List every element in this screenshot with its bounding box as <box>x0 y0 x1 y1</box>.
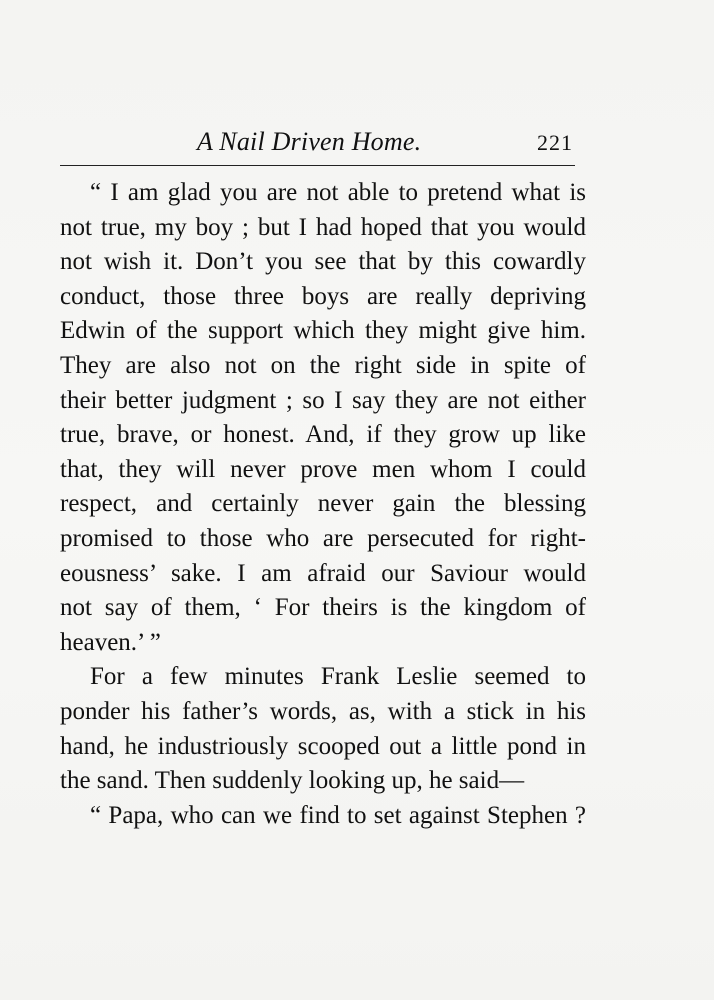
page-number: 221 <box>537 130 573 155</box>
body-text <box>60 176 586 833</box>
text-line: ponder his father’s words, as, with a stick in his <box>60 697 586 725</box>
text-line: conduct, those three boys are really depriving <box>60 282 586 310</box>
text-line: “ I am glad you are not able to pretend what is <box>90 179 586 206</box>
text-line: Edwin of the support which they might give him. <box>60 317 586 345</box>
text-line: not true, my boy ; but I had hoped that you would <box>60 213 586 241</box>
text-line: true, brave, or honest. And, if they grow up like <box>60 421 586 449</box>
text-line: not say of them, ‘ For theirs is the kingdom of <box>60 594 586 622</box>
text-line: For a few minutes Frank Leslie seemed to <box>90 663 586 691</box>
text-line: They are also not on the right side in spite of <box>60 351 586 379</box>
header-rule <box>60 165 575 166</box>
text-line: their better judgment ; so I say they are not either <box>60 386 586 414</box>
text-line: “ Papa, who can we find to set against Stephen ? <box>90 801 586 829</box>
text-line: respect, and certainly never gain the blessing <box>60 490 586 518</box>
text-line: heaven.’ ” <box>60 628 161 656</box>
text-line: the sand. Then suddenly looking up, he said— <box>60 767 525 795</box>
running-title: A Nail Driven Home. <box>197 127 422 156</box>
text-line: hand, he industriously scooped out a little pond in <box>60 732 586 760</box>
text-line: eousness’ sake. I am afraid our Saviour would <box>60 559 586 587</box>
text-line: that, they will never prove men whom I could <box>60 455 586 483</box>
text-line: promised to those who are persecuted for right- <box>60 524 586 552</box>
text-line: not wish it. Don’t you see that by this cowardly <box>60 248 586 276</box>
page-header <box>60 126 575 166</box>
